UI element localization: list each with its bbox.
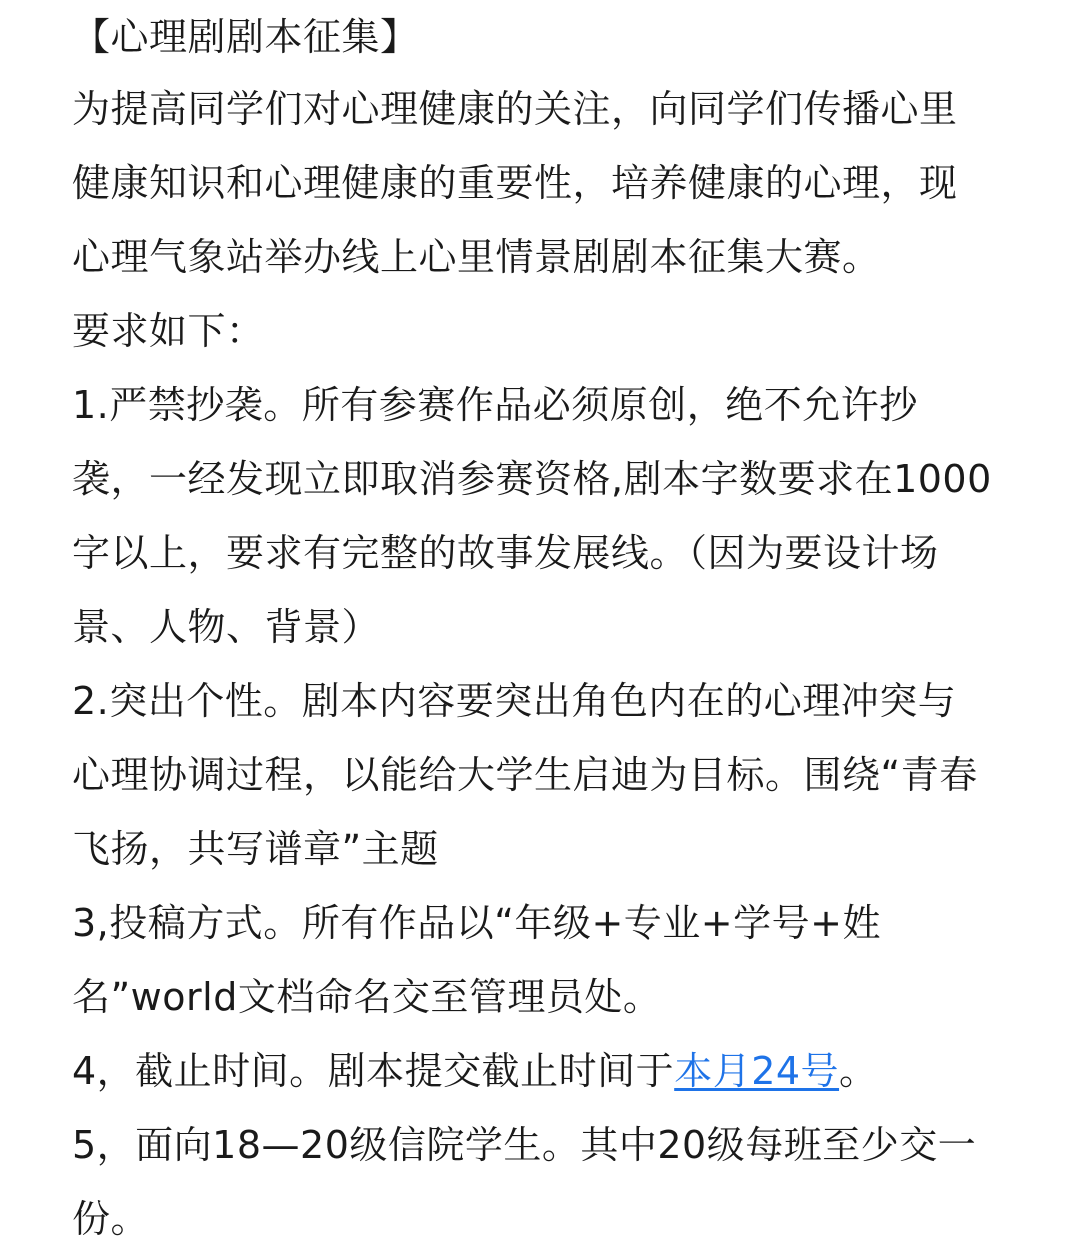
requirement-2-line: 2.突出个性。剧本内容要突出角色内在的心理冲突与: [72, 679, 957, 723]
requirement-3-line: 名”world文档命名交至管理员处。: [72, 975, 662, 1019]
requirement-2-line: 飞扬，共写谱章”主题: [72, 827, 439, 871]
deadline-prefix: 4，截止时间。剧本提交截止时间于: [72, 1049, 675, 1093]
requirement-4-line: [72, 1034, 1022, 1108]
requirement-5-line: 份。: [72, 1197, 150, 1241]
deadline-date-link[interactable]: 本月24号: [674, 1049, 840, 1093]
requirement-2-line: 心理协调过程，以能给大学生启迪为目标。围绕“青春: [72, 753, 978, 797]
requirement-1-line: 1.严禁抄袭。所有参赛作品必须原创，绝不允许抄: [72, 383, 918, 427]
requirement-1-line: 字以上，要求有完整的故事发展线。（因为要设计场: [72, 531, 939, 575]
post-body: [72, 2, 1022, 1256]
intro-line: 健康知识和心理健康的重要性，培养健康的心理，现: [72, 161, 958, 205]
requirements-heading: 要求如下：: [72, 309, 265, 353]
intro-line: 为提高同学们对心理健康的关注，向同学们传播心里: [72, 87, 958, 131]
post-title: 【心理剧剧本征集】: [72, 15, 419, 59]
requirement-3-line: 3,投稿方式。所有作品以“年级+专业+学号+姓: [72, 901, 881, 945]
requirement-1-line: 袭，一经发现立即取消参赛资格,剧本字数要求在1000: [72, 457, 992, 501]
requirement-5-line: 5，面向18—20级信院学生。其中20级每班至少交一: [72, 1123, 977, 1167]
deadline-suffix: 。: [839, 1049, 878, 1093]
requirement-1-line: 景、人物、背景）: [72, 605, 381, 649]
intro-line: 心理气象站举办线上心里情景剧剧本征集大赛。: [72, 235, 881, 279]
